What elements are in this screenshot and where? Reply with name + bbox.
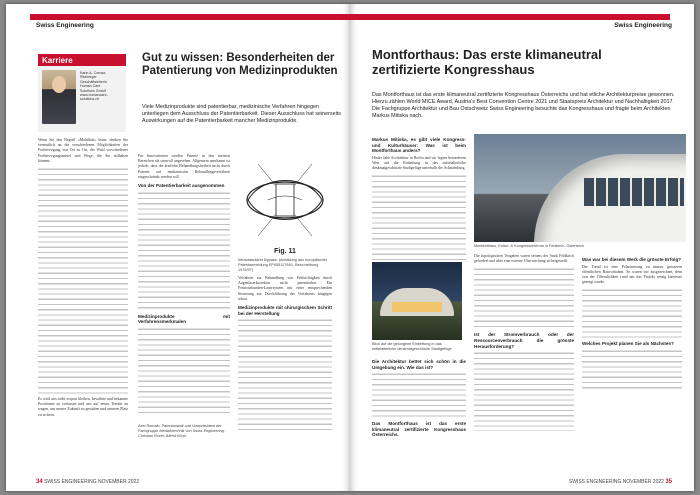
karriere-box — [38, 54, 126, 132]
column-interview-c: Was war bei diesem Werk die grösste Erfolg? Der Trend ist eine Polarisierung zu immer grösseren öffentlichen Bauvorhaben. So waren wir ausgezeichnet, dem von der Öffentlichkeit rund um das Projekt wenig Interesse gezeigt wurde. Welches Projekt planen Sie als Nächstes? — [582, 254, 682, 389]
article-lead: Viele Medizinprodukte sind patentierbar, medizinische Verfahren hingegen unterliegen dem Ausschluss der Patentierbarkeit. Dieser Ausschluss hat seinerseits Auswirkungen auf die Patentierbarkeit mancher Medizinprodukte. — [142, 104, 341, 125]
karriere-heading: Karriere — [38, 54, 126, 66]
footer-left: 34 SWISS ENGINEERING NOVEMBER 2022 — [36, 479, 140, 485]
author-portrait — [42, 70, 76, 124]
photo-caption: Montforthaus, Kultur- & Kongresszentrum in Feldkirch, Österreich — [474, 244, 584, 248]
article-title: Gut zu wissen: Besonderheiten der Patentierung von Medizinprodukten — [142, 52, 338, 77]
figure-caption: Intravaskulärer Bypass. (Abbildung aus europäischer Patentanmeldung EP0551179A1, Beschreibung 1975/97) — [238, 258, 328, 272]
column-interview-a2: Die Architektur bettet sich schön in die Umgebung ein. Wie das ist? Das Montforthaus ist das erste klimaneutral zertifizierte Kongresshaus Österreichs. — [372, 359, 466, 438]
patent-figure — [238, 154, 332, 246]
column-patent-c: Verfahren zur Behandlung von Fehlsichtigkeit durch Augenlaserkorrektur nicht patentierbar. Ein Femtosekunden-Lasersystem mit einer entsprechenden Steuerung zur Durchführung des Verfahrens hingegen schon. Medizinprodukte mit chirurgischem Schritt bei der Herstellung — [238, 276, 332, 434]
header-bar — [350, 14, 670, 20]
column-patent-a: Für Innovationen werden Patente in den meisten Bereichen als sinnvoll angesehen. Allgemein anerkannt ist jedoch, dass die ärztliche Behandlungsfreiheit nicht durch Patente auf medizinische Behandlungsverfahren eingeschränkt werden soll. Von der Patentierbarkeit ausgenommen Medizinprodukte mit Verfahrensmerkmalen — [138, 154, 230, 413]
column-interview-b: Die topologischen Vorgaben waren seitens der Stadt Feldkirch gefordert und über eine externe Überwachung sichergestellt. Ist der Stromverbrauch oder der Ressourcenverbrauch die grösste Herausforderung? — [474, 254, 574, 431]
section-label: Swiss Engineering — [36, 22, 94, 29]
author-bio: Axel Romain, Patentanwalt und Vizepräsident der Fachgruppe Medizintechnik von Swiss Engineering. Christian Rover, Alfred Körpl. — [138, 424, 225, 438]
column-karriere: Wenn Sie den Begriff «Mobilität» lesen, denken Sie vermutlich an die verschiedenen Möglichkeiten der Fortbewegung von Ort zu Ort, der Wahl verschiedener Fortbewegungsmittel und Wege, die Sie teilhaben können. Es wird uns nicht erspart bleiben, bewährte und bekannte Positionen zu verlassen und uns auf neues Terrain zu wagen, um unsere Zukunft zu gestalten und unseren Platz zu sichern. — [38, 138, 128, 417]
footer-right: SWISS ENGINEERING NOVEMBER 2022 35 — [568, 479, 672, 485]
magazine-spread — [6, 4, 694, 491]
right-page — [350, 4, 694, 491]
montforthaus-photo — [474, 134, 686, 242]
section-label: Swiss Engineering — [614, 22, 672, 29]
column-interview-a: Markus Mitiska, es gibt viele Kongress- und Kulturhäuser: Was ist beim Montforthaus anders? Hinter Jabe Architektur in Berlin und wir legten besonderen Wert auf die Einbettung in das mittelalterliche denkmalgeschützte Stadtgefüge unterhalb der Schattenburg. — [372, 134, 466, 264]
author-info: Karin A. Cornaz- Ritzberger Geschäftsleiterin Human Care Solutions GmbH www.humancare- solutions.ch — [80, 71, 108, 102]
night-photo-caption: Blick auf die gelungene Einbettung in das mittelalterliche denkmalgeschützte Stadtgefüge — [372, 342, 452, 351]
article-title: Montforthaus: Das erste klimaneutral zertifizierte Kongresshaus — [372, 47, 602, 77]
night-photo — [372, 262, 462, 340]
header-bar — [30, 14, 350, 20]
left-page — [6, 4, 350, 491]
article-lead: Das Montforthaus ist das erste klimaneutral zertifizierte Kongresshaus Österreichs und hat etliche Architekturpreise gewonnen. Hierzu zählen World MICE Award, Austria's Best Convention Centre 2021 und Staatspreis Architektur und Nachhaltigkeit 2017. Die Fachgruppe Architektur und Bau Ostschweiz Swiss Engineering besuchte das Kongresshaus und fragte beim Architekten Markus Mitiska nach. — [372, 92, 675, 119]
figure-label: Fig. 11 — [274, 248, 296, 255]
